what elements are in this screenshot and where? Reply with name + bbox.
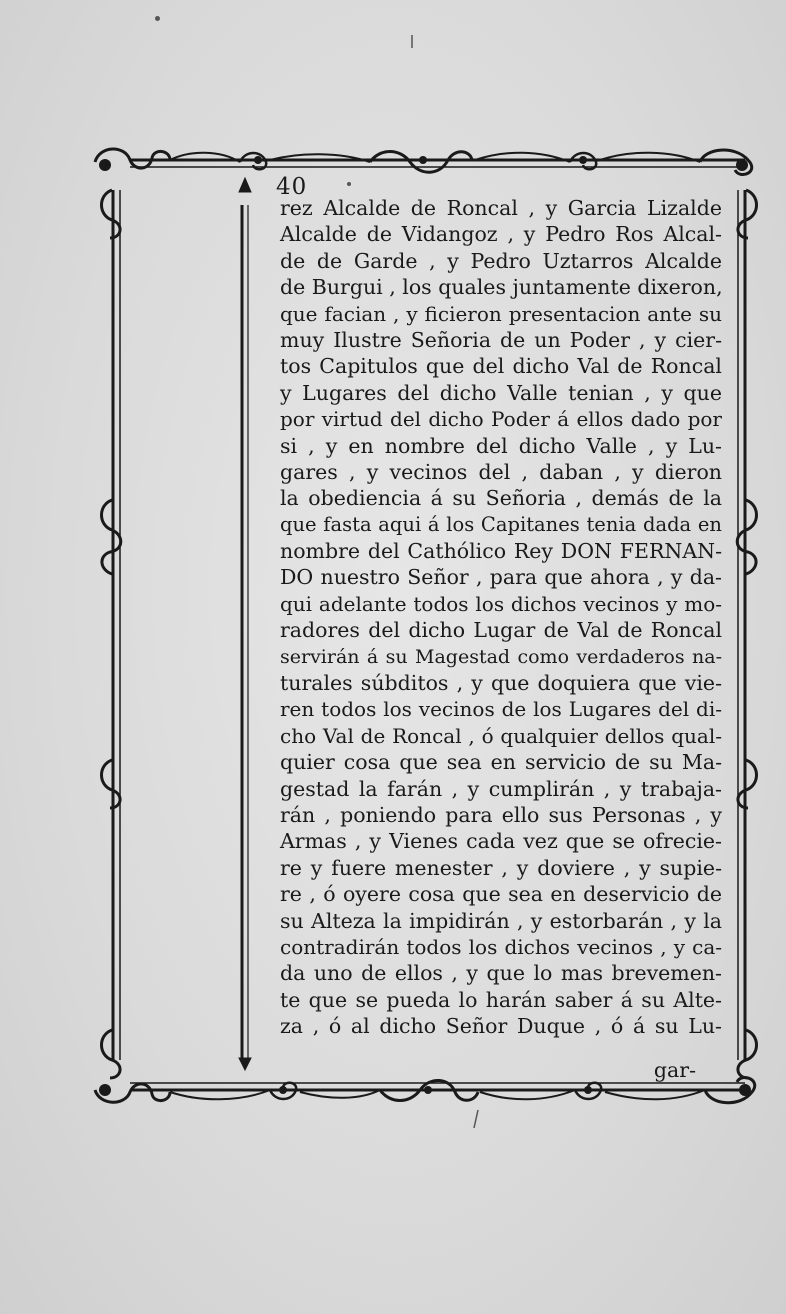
text-line: te que se pueda lo harán saber á su Alte- — [280, 987, 722, 1012]
text-line: que fasta aqui á los Capitanes tenia dada en — [280, 512, 722, 536]
text-line: quier cosa que sea en servicio de su Ma- — [280, 750, 722, 775]
text-line: gestad la farán , y cumplirán , y trabaja- — [280, 776, 722, 801]
ink-speck — [347, 182, 351, 186]
text-line: ren todos los vecinos de los Lugares del di- — [280, 697, 722, 722]
catchword: gar- — [653, 1058, 696, 1082]
text-line: za , ó al dicho Señor Duque , ó á su Lu- — [280, 1014, 722, 1039]
text-line: tos Capitulos que del dicho Val de Roncal — [280, 354, 722, 379]
text-line: gares , y vecinos del , daban , y dieron — [280, 459, 722, 484]
text-line: Armas , y Vienes cada vez que se ofrecie- — [280, 829, 722, 854]
text-line: Alcalde de Vidangoz , y Pedro Ros Alcal- — [280, 222, 722, 247]
text-line: que facian , y ficieron presentacion ante su — [280, 301, 722, 326]
text-line: servirán á su Magestad como verdaderos na- — [280, 645, 722, 668]
text-line: y Lugares del dicho Valle tenian , y que — [280, 380, 722, 405]
text-line: re , ó oyere cosa que sea en deservicio de — [280, 882, 722, 907]
text-line: re y fuere menester , y doviere , y supie- — [280, 855, 722, 880]
text-line: turales súbditos , y que doquiera que vie- — [280, 671, 722, 696]
text-line: la obediencia á su Señoria , demás de la — [280, 486, 722, 511]
text-line: rez Alcalde de Roncal , y Garcia Lizalde — [280, 196, 722, 220]
text-line: nombre del Cathólico Rey DON FERNAN- — [280, 539, 722, 564]
text-line: rán , poniendo para ello sus Personas , y — [280, 802, 722, 827]
text-line: cho Val de Roncal , ó qualquier dellos qual- — [280, 723, 722, 748]
text-line: da uno de ellos , y que lo mas brevemen- — [280, 961, 722, 986]
page-number: 40 — [276, 174, 308, 200]
body-text — [280, 195, 722, 1040]
text-line: su Alteza la impidirán , y estorbarán , y la — [280, 908, 722, 933]
text-line: contradirán todos los dichos vecinos , y ca- — [280, 934, 722, 959]
text-line: de Burgui , los quales juntamente dixeron, — [280, 275, 723, 300]
text-line: DO nuestro Señor , para que ahora , y da- — [280, 565, 722, 590]
ink-speck — [155, 16, 160, 21]
text-line: radores del dicho Lugar de Val de Roncal — [280, 618, 722, 643]
text-line: de de Garde , y Pedro Uztarros Alcalde — [280, 248, 722, 273]
text-line: si , y en nombre del dicho Valle , y Lu- — [280, 433, 722, 458]
text-line: qui adelante todos los dichos vecinos y mo- — [280, 591, 722, 616]
text-line: muy Ilustre Señoria de un Poder , y cier- — [280, 327, 722, 352]
text-line: por virtud del dicho Poder á ellos dado por — [280, 407, 722, 432]
